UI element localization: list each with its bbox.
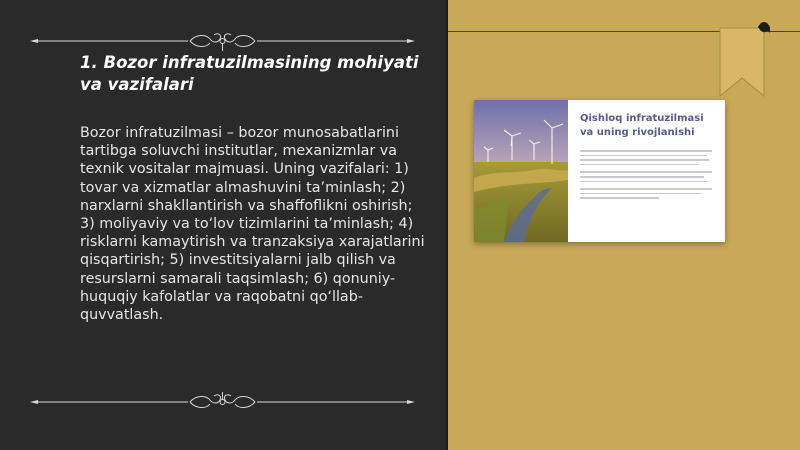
slide-thumbnail-card[interactable] [474, 100, 725, 242]
flourish-divider-icon [30, 30, 415, 52]
slide-body-text: Bozor infratuzilmasi – bozor munosabatlarini tartibga soluvchi institutlar, mexanizmlar va texnik vositalar majmuasi. Uning vazifalari: 1) tovar va xizmatlar almashuvini ta’minlash; 2) narxlarni shakllantirish va shaffoflikni oshirish; 3) moliyaviy va to‘lov tizimlarini ta’minlash; 4) risklarni kamaytirish va tranzaksiya xarajatlarini qisqartirish; 5) investitsiyalarni jalb qilish va resurslarni samarali taqsimlash; 6) qonuniy-huquqiy kafolatlar va raqobatni qo‘llab-quvvatlash. [80, 125, 425, 324]
thumbnail-title: Qishloq infratuzilmasi va uning rivojlanishi [580, 113, 704, 138]
thumbnail-text-placeholder [580, 150, 712, 202]
slide-title: 1. Bozor infratuzilmasining mohiyati va vazifalari [80, 53, 419, 94]
bookmark-ribbon-icon [718, 20, 770, 98]
wind-turbine-field-image [474, 100, 568, 242]
flourish-divider-icon [30, 391, 415, 413]
